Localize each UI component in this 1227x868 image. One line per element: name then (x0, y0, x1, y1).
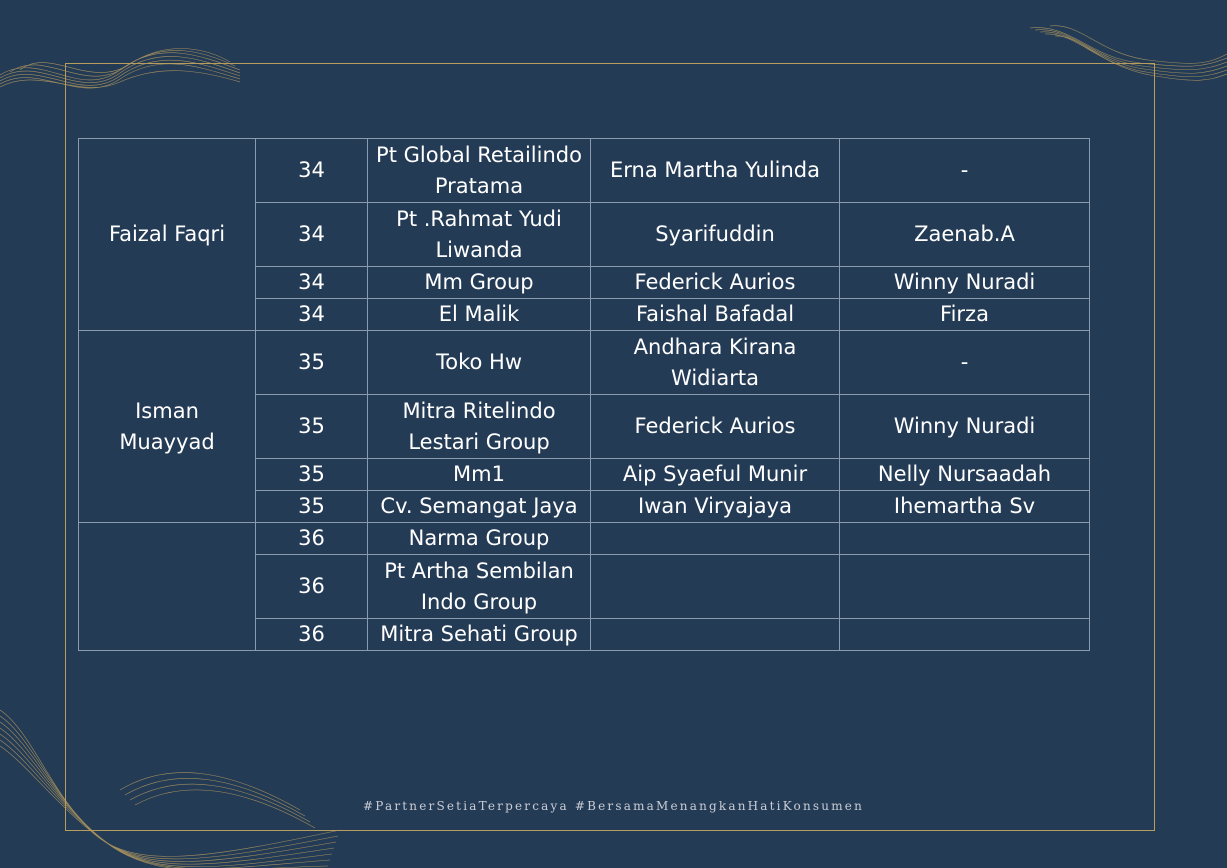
person-cell (840, 523, 1090, 555)
number-cell: 34 (256, 203, 368, 267)
person-cell: Zaenab.A (840, 203, 1090, 267)
person-cell: Iwan Viryajaya (591, 491, 840, 523)
person-cell: Syarifuddin (591, 203, 840, 267)
person-cell: Nelly Nursaadah (840, 459, 1090, 491)
person-cell (591, 523, 840, 555)
person-cell (591, 555, 840, 619)
number-cell: 34 (256, 139, 368, 203)
number-cell: 35 (256, 491, 368, 523)
person-cell: Winny Nuradi (840, 267, 1090, 299)
group-name-cell: Isman Muayyad (79, 331, 256, 523)
person-cell: Aip Syaeful Munir (591, 459, 840, 491)
company-cell: Pt Artha Sembilan Indo Group (368, 555, 591, 619)
person-cell (840, 555, 1090, 619)
company-cell: Mitra Ritelindo Lestari Group (368, 395, 591, 459)
group-name-cell: Faizal Faqri (79, 139, 256, 331)
company-cell: Mm1 (368, 459, 591, 491)
group-name-cell (79, 523, 256, 651)
number-cell: 35 (256, 331, 368, 395)
number-cell: 36 (256, 619, 368, 651)
company-cell: Toko Hw (368, 331, 591, 395)
person-cell: - (840, 331, 1090, 395)
person-cell: Winny Nuradi (840, 395, 1090, 459)
person-cell: Erna Martha Yulinda (591, 139, 840, 203)
company-cell: Cv. Semangat Jaya (368, 491, 591, 523)
number-cell: 36 (256, 555, 368, 619)
number-cell: 35 (256, 395, 368, 459)
person-cell: Federick Aurios (591, 267, 840, 299)
table-row (79, 523, 1090, 555)
footer-hashtags: #PartnerSetiaTerpercaya #BersamaMenangkanHatiKonsumen (362, 799, 865, 813)
table-row (79, 331, 1090, 395)
person-cell: Faishal Bafadal (591, 299, 840, 331)
company-cell: El Malik (368, 299, 591, 331)
person-cell: Ihemartha Sv (840, 491, 1090, 523)
company-cell: Pt Global Retailindo Pratama (368, 139, 591, 203)
number-cell: 34 (256, 267, 368, 299)
person-cell: Federick Aurios (591, 395, 840, 459)
company-cell: Mm Group (368, 267, 591, 299)
number-cell: 34 (256, 299, 368, 331)
number-cell: 36 (256, 523, 368, 555)
person-cell: - (840, 139, 1090, 203)
person-cell: Firza (840, 299, 1090, 331)
company-cell: Pt .Rahmat Yudi Liwanda (368, 203, 591, 267)
assignment-table (78, 138, 1090, 651)
table-row (79, 139, 1090, 203)
person-cell: Andhara Kirana Widiarta (591, 331, 840, 395)
number-cell: 35 (256, 459, 368, 491)
company-cell: Mitra Sehati Group (368, 619, 591, 651)
company-cell: Narma Group (368, 523, 591, 555)
person-cell (840, 619, 1090, 651)
person-cell (591, 619, 840, 651)
